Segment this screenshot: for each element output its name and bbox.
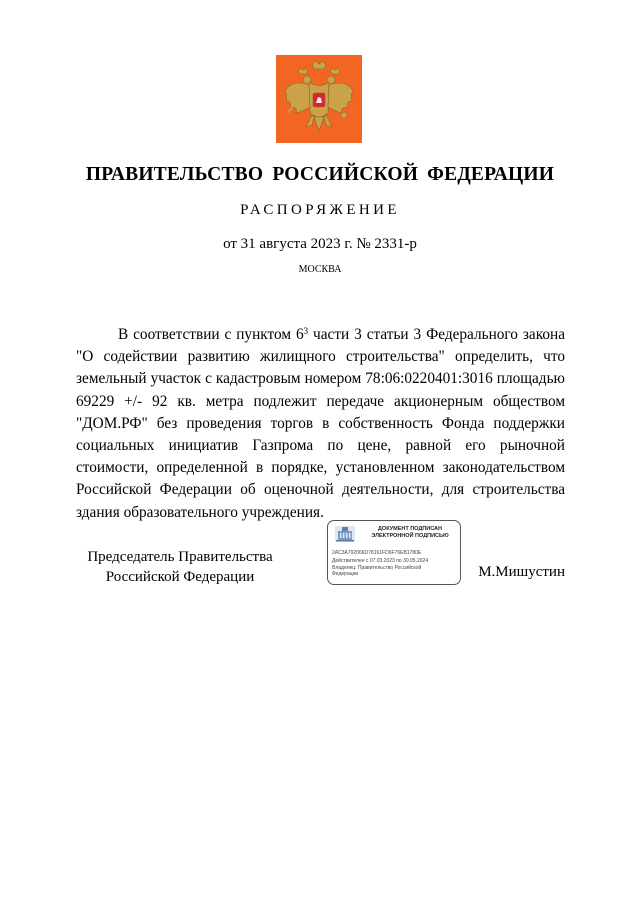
electronic-signature-stamp	[327, 520, 461, 585]
order-body-text	[76, 324, 565, 524]
russian-coat-of-arms-icon	[276, 55, 362, 143]
stamp-certificate: 2AC3A792066D78161FD6F76EB1780E	[332, 550, 422, 556]
stamp-validity: Действителен с 07.03.2023 по 30.05.2024	[332, 558, 429, 564]
body-text-part2: части 3 статьи 3 Федерального закона "О содействии развитию жилищного строительства" определить, что земельный участок с кадастровым номером 78:06:0220401:3016 площадью 69229 +/- 92 кв. метра подлежит передаче акционерным обществом "ДОМ.РФ" без проведения торгов в собственность Фонда поддержки социальных инициатив Газпрома по цене, равной его рыночной стоимости, определенной в порядке, установленном законодательством Российской Федерации об оценочной деятельности, для строительства здания образовательного учреждения.	[76, 326, 565, 521]
document-date-number: от 31 августа 2023 г. № 2331-р	[223, 236, 417, 252]
government-building-icon	[335, 526, 355, 542]
signatory-position-line1: Председатель Правительства	[87, 549, 273, 565]
body-text-part1: В соответствии с пунктом 6	[118, 326, 304, 343]
document-type: РАСПОРЯЖЕНИЕ	[240, 202, 400, 218]
stamp-title	[362, 526, 458, 540]
body-text-superscript: 3	[303, 326, 309, 336]
signatory-position	[80, 547, 280, 587]
government-title: ПРАВИТЕЛЬСТВО РОССИЙСКОЙ ФЕДЕРАЦИИ	[85, 164, 555, 185]
signatory-position-line2: Российской Федерации	[105, 569, 255, 585]
stamp-title-line1: ДОКУМЕНТ ПОДПИСАН	[378, 526, 442, 532]
document-city: МОСКВА	[298, 264, 342, 275]
signatory-name: М.Мишустин	[478, 564, 565, 580]
stamp-owner-line2: Федерации	[332, 571, 359, 577]
stamp-owner-line1: Владелец: Правительство Российской	[332, 565, 422, 571]
stamp-title-line2: ЭЛЕКТРОННОЙ ПОДПИСЬЮ	[371, 533, 449, 539]
